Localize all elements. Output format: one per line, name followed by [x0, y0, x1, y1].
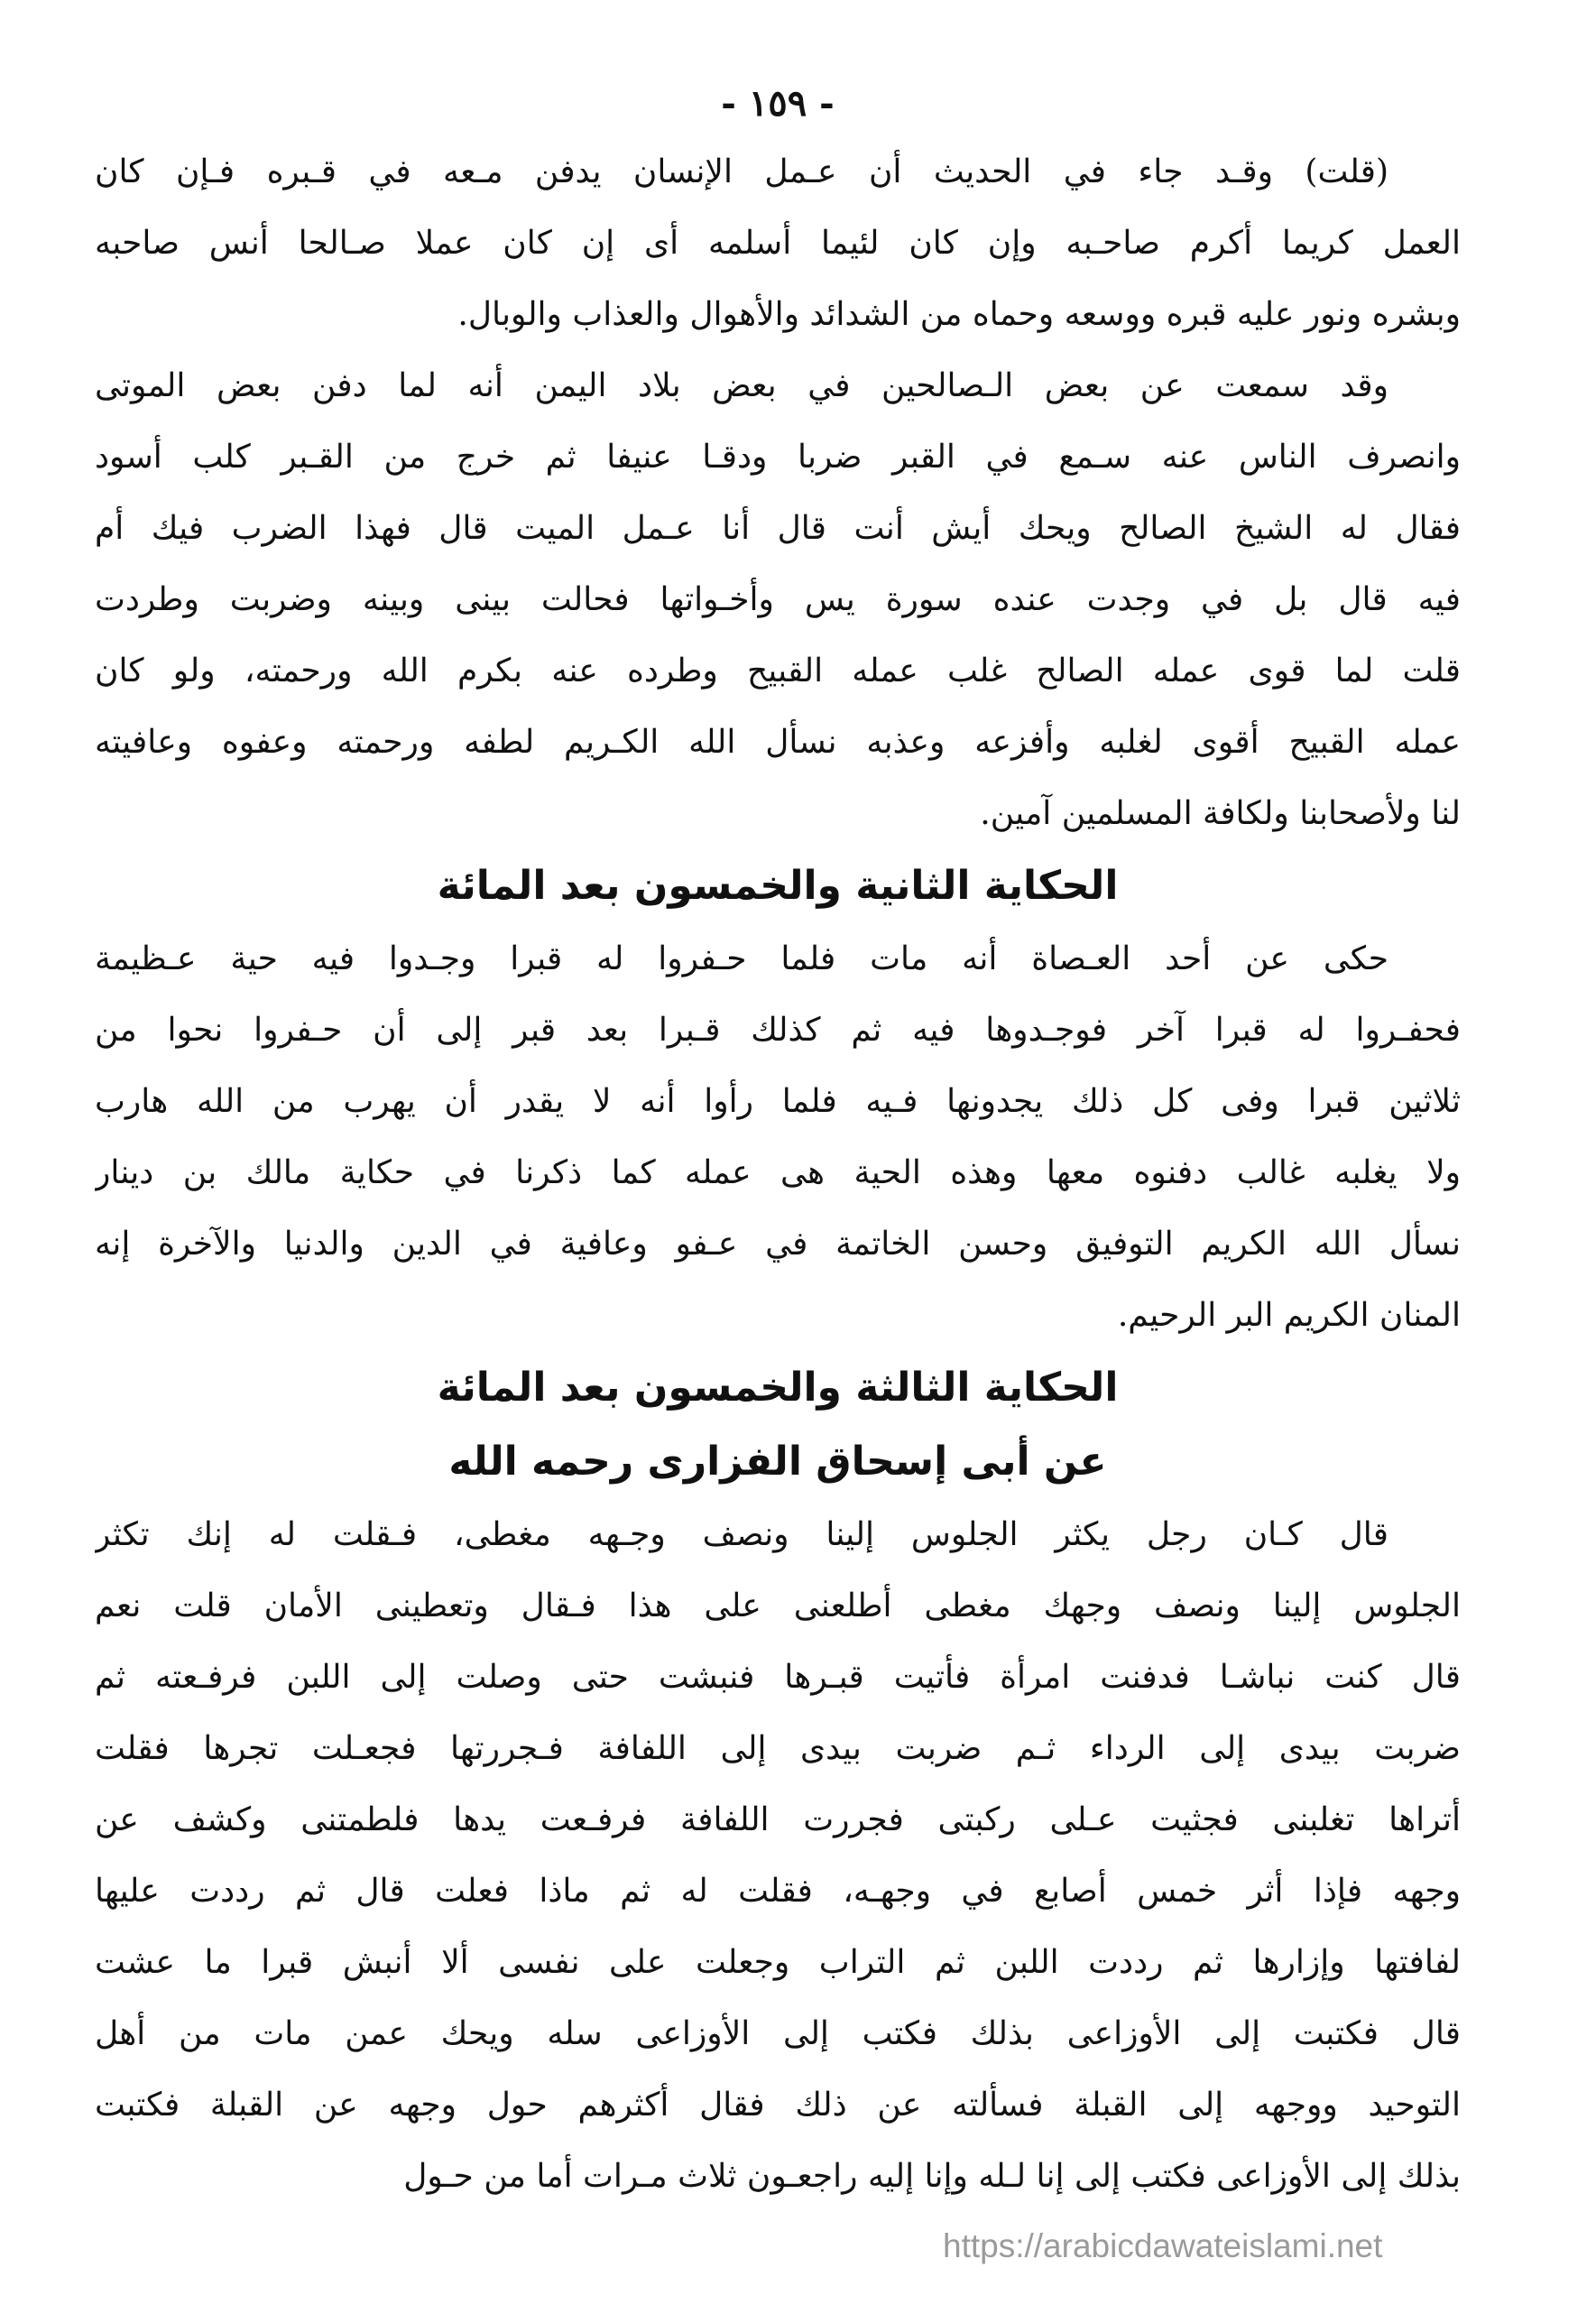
- story-heading: عن أبى إسحاق الفزارى رحمه الله: [448, 1439, 1107, 1485]
- paragraph: [95, 923, 1461, 1351]
- text-line: بذلك إلى الأوزاعى فكتب إلى إنا لـله وإنا إليه راجعـون ثلاث مـرات أما من حـول: [403, 2158, 1461, 2195]
- text-line: وقد سمعت عن بعض الـصالحين في بعض بلاد اليمن أنه لما دفن بعض الموتى: [95, 367, 1388, 404]
- text-line: قال كـان رجل يكثر الجلوس إلينا ونصف وجـهه مغطى، فـقلت له إنك تكثر: [95, 1516, 1388, 1553]
- text-line: نسأل الله الكريم التوفيق وحسن الخاتمة في عـفو وعافية في الدين والدنيا والآخرة إنه: [95, 1226, 1461, 1263]
- text-line: قال فكتبت إلى الأوزاعى بذلك فكتب إلى الأوزاعى سله ويحك عمن مات من أهل: [95, 2015, 1461, 2052]
- text-line: التوحيد ووجهه إلى القبلة فسألته عن ذلك فقال أكثرهم حول وجهه عن القبلة فكتبت: [95, 2087, 1461, 2124]
- paragraph: [95, 350, 1461, 849]
- text-line: حكى عن أحد العـصاة أنه مات فلما حـفروا له قبرا وجـدوا فيه حية عـظيمة: [95, 940, 1388, 977]
- text-line: عمله القبيح أقوى لغلبه وأفزعه وعذبه نسأل الله الكـريم لطفه ورحمته وعفوه وعافيته: [95, 724, 1461, 761]
- text-line: ضربت بيدى إلى الرداء ثـم ضربت بيدى إلى اللفافة فـجررتها فجعـلت تجرها فقلت: [95, 1730, 1461, 1767]
- story-heading: الحكاية الثالثة والخمسون بعد المائة: [437, 1365, 1119, 1411]
- paragraph: [95, 1499, 1461, 2212]
- text-line: وبشره ونور عليه قبره ووسعه وحماه من الشدائد والأهوال والعذاب والوبال.: [457, 296, 1461, 333]
- text-line: قلت لما قوى عمله الصالح غلب عمله القبيح وطرده عنه بكرم الله ورحمته، ولو كان: [95, 652, 1461, 689]
- text-line: (قلت) وقـد جاء في الحديث أن عـمل الإنسان يدفن مـعه في قـبره فـإن كان: [95, 153, 1388, 190]
- paragraph: [95, 136, 1461, 350]
- text-line: ولا يغلبه غالب دفنوه معها وهذه الحية هى عمله كما ذكرنا في حكاية مالك بن دينار: [95, 1154, 1461, 1191]
- watermark-url: https://arabicdawateislami.net: [943, 2227, 1383, 2264]
- text-line: ثلاثين قبرا وفى كل ذلك يجدونها فـيه فلما رأوا أنه لا يقدر أن يهرب من الله هارب: [95, 1083, 1461, 1120]
- page-number: - ١٥٩ -: [721, 82, 835, 125]
- text-line: وجهه فإذا أثر خمس أصابع في وجهـه، فقلت له ثم ماذا فعلت قال ثم رددت عليها: [95, 1873, 1461, 1910]
- text-line: فقال له الشيخ الصالح ويحك أيش أنت قال أنا عـمل الميت قال فهذا الضرب فيك أم: [95, 510, 1461, 547]
- text-line: وانصرف الناس عنه سـمع في القبر ضربا ودقـا عنيفا ثم خرج من القـبر كلب أسود: [95, 439, 1461, 476]
- text-line: العمل كريما أكرم صاحـبه وإن كان لئيما أسلمه أى إن كان عملا صـالحا أنس صاحبه: [95, 225, 1461, 262]
- page-content: [95, 136, 1461, 2212]
- story-heading: الحكاية الثانية والخمسون بعد المائة: [437, 863, 1119, 909]
- text-line: فحفـروا له قبرا آخر فوجـدوها فيه ثم كذلك قـبرا بعد قبر إلى أن حـفروا نحوا من: [95, 1012, 1461, 1049]
- text-line: فيه قال بل في وجدت عنده سورة يس وأخـواتها فحالت بينى وبينه وضربت وطردت: [95, 581, 1461, 618]
- text-line: المنان الكريم البر الرحيم.: [1117, 1297, 1461, 1334]
- text-line: لنا ولأصحابنا ولكافة المسلمين آمين.: [980, 795, 1461, 832]
- text-line: أتراها تغلبنى فجثيت عـلى ركبتى فجررت اللفافة فرفـعت يدها فلطمتنى وكشف عن: [95, 1801, 1461, 1838]
- text-line: الجلوس إلينا ونصف وجهك مغطى أطلعنى على هذا فـقال وتعطينى الأمان قلت نعم: [95, 1587, 1461, 1624]
- text-line: قال كنت نباشـا فدفنت امرأة فأتيت قبـرها فنبشت حتى وصلت إلى اللبن فرفـعته ثم: [95, 1659, 1461, 1696]
- text-line: لفافتها وإزارها ثم رددت اللبن ثم التراب وجعلت على نفسى ألا أنبش قبرا ما عشت: [95, 1944, 1461, 1981]
